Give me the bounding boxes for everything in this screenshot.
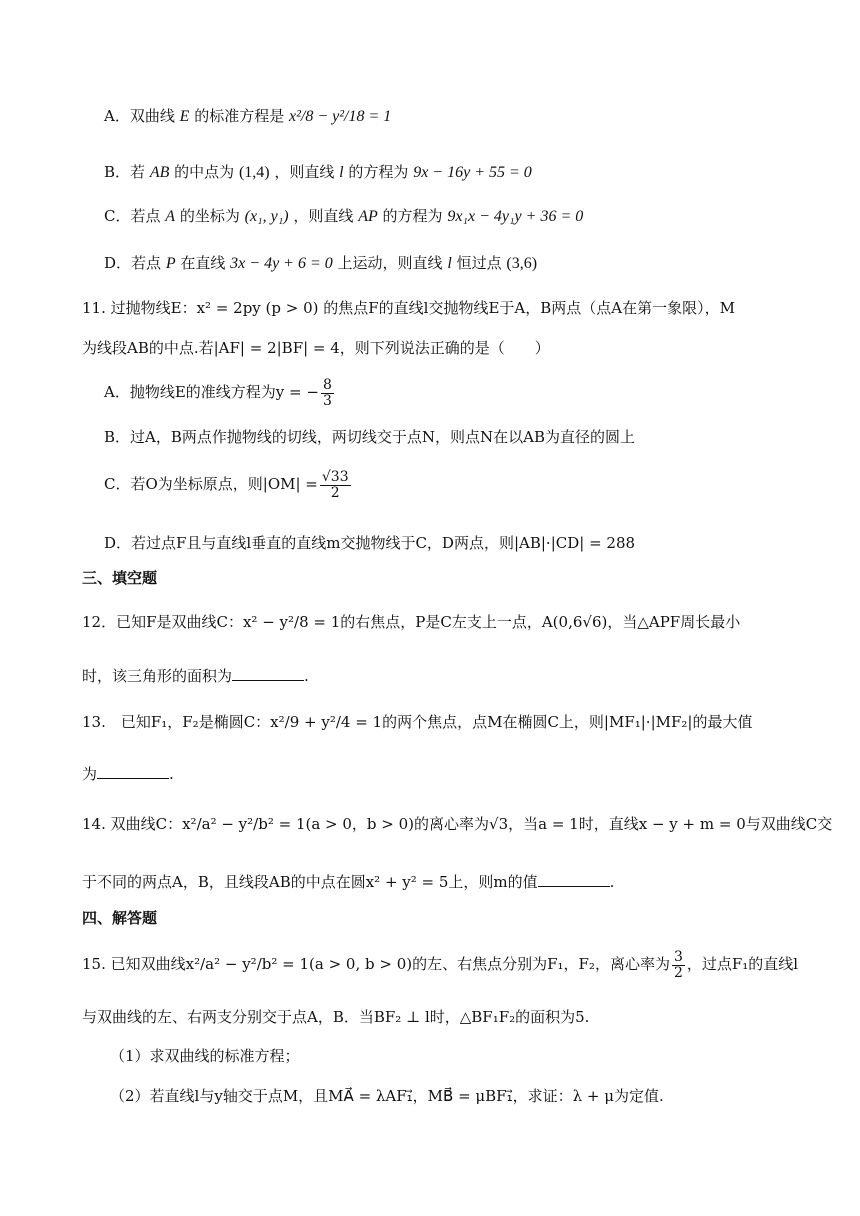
- math-var: P: [165, 255, 176, 272]
- fraction-denominator: 3: [322, 392, 332, 409]
- q14-stem-line2: [82, 870, 614, 894]
- q11-stem-line2: 为线段AB的中点.若|AF| = 2|BF| = 4，则下列说法正确的是（ ）: [82, 339, 550, 357]
- q15-stem-line1: [82, 942, 798, 986]
- fraction-numerator: √33: [321, 468, 349, 485]
- option-c-label: C．若点: [104, 207, 161, 225]
- math-var: l: [339, 164, 344, 181]
- question-text: 于不同的两点A，B，且线段AB的中点在圆x² + y² = 5上，则m的值: [82, 873, 538, 891]
- question-text: 时，该三角形的面积为: [82, 667, 233, 685]
- fraction-denominator: 2: [673, 964, 683, 981]
- math-var: E: [179, 108, 190, 125]
- math-var: AP: [358, 208, 378, 225]
- q15-subquestion-2: （2）若直线l与y轴交于点M，且MA⃗ = λAF₁⃗，MB⃗ = μBF₁⃗，求证：λ + μ为定值.: [110, 1087, 664, 1105]
- q13-stem-line1: 13. 已知F₁，F₂是椭圆C：x²/9 + y²/4 = 1的两个焦点，点M在椭圆C上，则|MF₁|·|MF₂|的最大值: [82, 713, 753, 731]
- q10-option-c: [104, 204, 583, 229]
- math-formula: 9x − 16y + 55 = 0: [413, 164, 532, 181]
- q13-stem-line2: [82, 762, 174, 786]
- fraction: [321, 378, 334, 408]
- answer-blank[interactable]: [538, 872, 610, 887]
- q15-subquestion-1: （1）求双曲线的标准方程；: [110, 1047, 300, 1065]
- fraction-numerator: 3: [673, 948, 683, 965]
- math-var: AB: [149, 164, 170, 181]
- option-a-label: A．双曲线: [104, 107, 175, 125]
- option-text: 的方程为: [348, 163, 409, 181]
- math-formula: x²/8 − y²/18 = 1: [288, 108, 392, 125]
- section-heading-fill-in: 三、填空题: [82, 569, 158, 587]
- option-d-label: D．若点: [104, 254, 162, 272]
- math-var: l: [447, 255, 452, 272]
- answer-blank[interactable]: [97, 764, 169, 779]
- option-text: 的坐标为: [179, 207, 240, 225]
- option-text: 的标准方程是: [194, 107, 285, 125]
- fraction: [672, 950, 685, 980]
- section-heading-solve: 四、解答题: [82, 909, 158, 927]
- q15-stem-line2: 与双曲线的左、右两支分别交于点A，B．当BF₂ ⊥ l时，△BF₁F₂的面积为5.: [82, 1008, 590, 1026]
- option-text: C．若O为坐标原点，则|OM| =: [104, 475, 318, 493]
- q12-stem-line1: 12．已知F是双曲线C：x² − y²/8 = 1的右焦点，P是C左支上一点，A(0,6√6)，当△APF周长最小: [82, 613, 741, 631]
- option-text: 恒过点: [456, 254, 502, 272]
- option-b-label: B．若: [104, 163, 146, 181]
- question-text: 15. 已知双曲线x²/a² − y²/b² = 1(a > 0, b > 0)的左、右焦点分别为F₁，F₂，离心率为: [82, 955, 670, 973]
- q12-stem-line2: [82, 664, 309, 688]
- q10-option-b: [104, 160, 532, 185]
- option-text: 上运动，则直线: [337, 254, 443, 272]
- math-formula: 9x₁x − 4y₁y + 36 = 0: [447, 208, 584, 225]
- q11-option-b: B．过A，B两点作抛物线的切线，两切线交于点N，则点N在以AB为直径的圆上: [104, 428, 635, 446]
- option-text: 在直线: [180, 254, 226, 272]
- punctuation: .: [169, 765, 174, 783]
- punctuation: .: [304, 667, 309, 685]
- math-point: (3,6): [506, 255, 538, 272]
- question-text: ，过点F₁的直线l: [686, 955, 799, 973]
- q11-stem-line1: 11. 过抛物线E：x² = 2py (p > 0) 的焦点F的直线l交抛物线E于A，B两点（点A在第一象限），M: [82, 299, 735, 317]
- q14-stem-line1: 14. 双曲线C：x²/a² − y²/b² = 1(a > 0，b > 0)的离心率为√3，当a = 1时，直线x − y + m = 0与双曲线C交: [82, 815, 833, 833]
- option-text: A．抛物线E的准线方程为y = −: [104, 383, 319, 401]
- fraction-numerator: 8: [322, 376, 332, 393]
- q11-option-d: D．若过点F且与直线l垂直的直线m交抛物线于C，D两点，则|AB|·|CD| = 288: [104, 534, 636, 552]
- math-point: (x₁, y₁): [244, 208, 289, 225]
- math-formula: 3x − 4y + 6 = 0: [230, 255, 333, 272]
- math-var: A: [165, 208, 176, 225]
- q11-option-a: [104, 372, 336, 412]
- answer-blank[interactable]: [232, 666, 304, 681]
- fraction: [320, 470, 351, 500]
- question-text: 为: [82, 765, 98, 783]
- math-point: (1,4): [238, 164, 270, 181]
- option-text: ，则直线: [274, 163, 335, 181]
- punctuation: .: [609, 873, 615, 891]
- fraction-denominator: 2: [330, 484, 340, 501]
- option-text: 的中点为: [174, 163, 235, 181]
- q10-option-a: [104, 104, 391, 129]
- q10-option-d: [104, 251, 537, 276]
- option-text: 的方程为: [382, 207, 443, 225]
- q11-option-c: [104, 460, 353, 508]
- option-text: ，则直线: [293, 207, 354, 225]
